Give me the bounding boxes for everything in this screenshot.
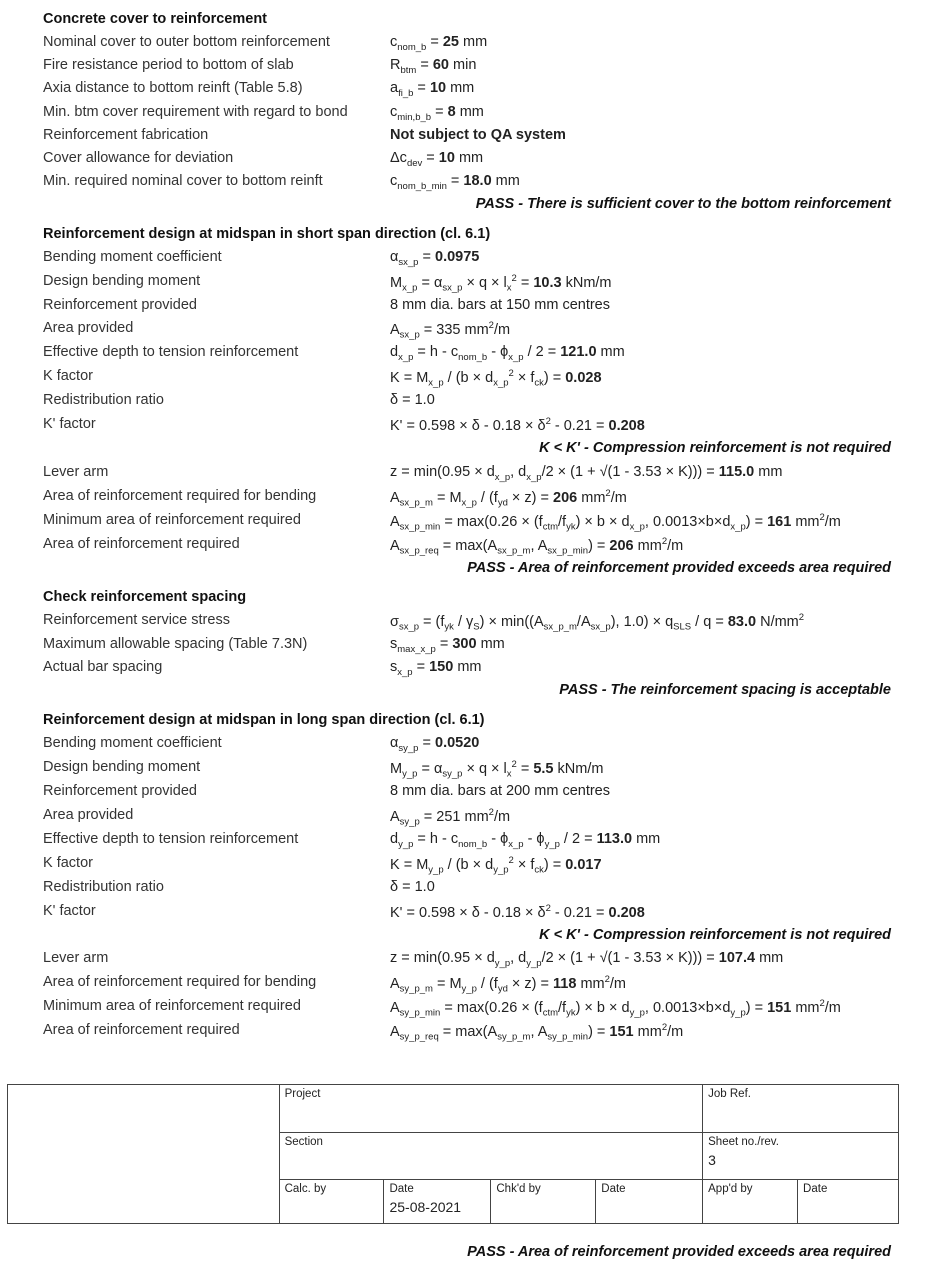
chkd-by-cell: [491, 1180, 596, 1224]
date-value: 25-08-2021: [389, 1199, 462, 1215]
row-value: $\alpha_{sy\_p} = 0.0520$: [390, 735, 480, 754]
sheet-label: Sheet no./rev.: [708, 1136, 779, 1148]
footer-result: PASS - Area of reinforcement provided exceeds area required: [467, 1244, 891, 1260]
date3-label: Date: [803, 1183, 828, 1195]
row-label: Axia distance to bottom reinft (Table 5.8): [43, 80, 303, 97]
row-value: 8 mm dia. bars at 200 mm centres: [390, 783, 610, 799]
row-label: Effective depth to tension reinforcement: [43, 344, 299, 361]
row-value: $K = M_{y\_p} / (b \times d_{y\_p}^2 \times f_{ck}) = 0.017$: [390, 855, 602, 876]
date2-label: Date: [601, 1183, 626, 1195]
row-value: $A_{sy\_p\_m} = M_{y\_p} / (f_{yd} \times z) = 118$ $mm^2/m$: [390, 974, 627, 995]
row-label: Redistribution ratio: [43, 391, 164, 408]
cover-result: PASS - There is sufficient cover to the bottom reinforcement: [475, 196, 891, 212]
row-value: $K = M_{x\_p} / (b \times d_{x\_p}^2 \times f_{ck}) = 0.028$: [390, 368, 602, 389]
row-label: Bending moment coefficient: [43, 735, 222, 751]
spacing-heading: Check reinforcement spacing: [43, 589, 247, 605]
row-label: K factor: [43, 855, 93, 871]
row-label: Redistribution ratio: [43, 879, 164, 895]
date2-cell: [596, 1180, 703, 1224]
row-value: $\sigma_{sx\_p} = (f_{yk} / \gamma_S) \times \min((A_{sx\_p\_m}/A_{sx\_p})$, $1.0) \times q_{SLS} / q = 83.0$ $N/mm^2$: [390, 612, 805, 633]
row-value: $s_{max\_x\_p} = 300$ mm: [390, 635, 505, 655]
row-value: $A_{sx\_p\_req} = \max(A_{sx\_p\_m}$, $A_{sx\_p\_min}) = 206$ $mm^2/m$: [390, 536, 684, 558]
row-value: $K' = 0.598 \times \delta - 0.18 \times \delta^2 - 0.21 = 0.208$: [390, 415, 645, 434]
row-label: Area provided: [43, 320, 134, 337]
row-value: Not subject to QA system: [390, 126, 566, 143]
row-label: K' factor: [43, 903, 96, 919]
row-label: Lever arm: [43, 464, 109, 480]
row-label: Area of reinforcement required for bending: [43, 974, 317, 990]
row-value: $d_{y\_p} = h - c_{nom\_b} - \phi_{x\_p} - \phi_{y\_p} / 2 = 113.0$ mm: [390, 831, 661, 850]
row-label: Effective depth to tension reinforcement: [43, 831, 299, 847]
short-span-result-k: K < K' - Compression reinforcement is not required: [539, 440, 891, 456]
row-label: Min. btm cover requirement with regard to bond: [43, 103, 348, 120]
calc-by-cell: [279, 1180, 384, 1224]
row-label: Fire resistance period to bottom of slab: [43, 57, 294, 74]
row-label: Min. required nominal cover to bottom reinft: [43, 173, 323, 190]
row-label: Minimum area of reinforcement required: [43, 512, 301, 529]
row-value: $c_{nom\_b} = 25$ mm: [390, 34, 488, 53]
row-label: Reinforcement service stress: [43, 612, 230, 628]
logo-cell: [8, 1085, 280, 1224]
row-value: $A_{sy\_p\_min} = \max(0.26 \times (f_{ctm}/f_{yk}) \times b \times d_{y\_p}$, $0.0013\times b\times d_{y\_p}) = 151$ $mm^2/m$: [390, 998, 841, 1019]
section-label: Section: [284, 1136, 323, 1148]
chkd-by-label: Chk'd by: [496, 1183, 541, 1195]
row-value: $\Delta c_{dev} = 10$ mm: [390, 150, 484, 169]
date-label: Date: [389, 1183, 414, 1195]
project-label: Project: [284, 1088, 321, 1100]
row-value: $A_{sx\_p\_min} = \max(0.26 \times (f_{ctm}/f_{yk}) \times b \times d_{x\_p}$, $0.0013\times b\times d_{x\_p}) = 161$ $mm^2/m$: [390, 512, 841, 533]
section-cell: [279, 1133, 703, 1180]
row-value: $A_{sx\_p} = 335$ $mm^2/m$: [390, 320, 511, 342]
row-label: Reinforcement provided: [43, 296, 197, 313]
row-value: $A_{sx\_p\_m} = M_{x\_p} / (f_{yd} \times z) = 206$ $mm^2/m$: [390, 488, 627, 509]
date-cell: [384, 1180, 491, 1224]
row-label: Area provided: [43, 807, 134, 823]
row-value: $z = \min(0.95 \times d_{y\_p}$, $d_{y\_p}/2 \times (1 + √(1 - 3.53 \times K))) = 107.4$ mm: [390, 950, 784, 969]
row-label: Design bending moment: [43, 272, 201, 289]
row-value: $s_{x\_p} = 150$ mm: [390, 659, 482, 678]
sheet-value: 3: [708, 1152, 716, 1168]
row-label: Minimum area of reinforcement required: [43, 998, 301, 1014]
row-label: Area of reinforcement required for bending: [43, 488, 317, 505]
row-label: K' factor: [43, 415, 96, 432]
appd-by-cell: [703, 1180, 798, 1224]
row-value: $M_{y\_p} = \alpha_{sy\_p} \times q \times l_x^2 = 5.5$ kNm/m: [390, 759, 604, 780]
row-label: Lever arm: [43, 950, 109, 966]
row-label: Reinforcement fabrication: [43, 126, 209, 143]
row-value: $M_{x\_p} = \alpha_{sx\_p} \times q \times l_x^2 = 10.3$ kNm/m: [390, 272, 612, 294]
row-value: $A_{sy\_p\_req} = \max(A_{sy\_p\_m}$, $A_{sy\_p\_min}) = 151$ $mm^2/m$: [390, 1022, 684, 1043]
calc-by-label: Calc. by: [284, 1183, 327, 1195]
row-label: Bending moment coefficient: [43, 249, 222, 265]
spacing-result: PASS - The reinforcement spacing is acceptable: [559, 682, 891, 698]
row-value: $z = \min(0.95 \times d_{x\_p}$, $d_{x\_p}/2 \times (1 + √(1 - 3.53 \times K))) = 115.0$ mm: [390, 464, 783, 483]
row-label: Cover allowance for deviation: [43, 150, 234, 166]
row-label: Design bending moment: [43, 759, 201, 775]
project-cell: [279, 1085, 703, 1133]
row-value: $c_{nom\_b\_min} = 18.0$ mm: [390, 173, 520, 193]
long-span-result-k: K < K' - Compression reinforcement is not required: [539, 927, 891, 943]
row-value: $R_{btm} = 60$ min: [390, 57, 477, 77]
row-value: δ = 1.0: [390, 879, 435, 895]
row-value: $d_{x\_p} = h - c_{nom\_b} - \phi_{x\_p} / 2 = 121.0$ mm: [390, 344, 625, 364]
cover-heading: Concrete cover to reinforcement: [43, 11, 268, 27]
job-ref-label: Job Ref.: [708, 1088, 751, 1100]
row-value: $\alpha_{sx\_p} = 0.0975$: [390, 249, 480, 268]
short-span-heading: Reinforcement design at midspan in short span direction (cl. 6.1): [43, 226, 491, 242]
row-value: $c_{min,b\_b} = 8$ mm: [390, 103, 484, 123]
long-span-heading: Reinforcement design at midspan in long span direction (cl. 6.1): [43, 712, 485, 728]
short-span-result-area: PASS - Area of reinforcement provided exceeds area required: [467, 560, 891, 576]
appd-by-label: App'd by: [708, 1183, 753, 1195]
row-label: Maximum allowable spacing (Table 7.3N): [43, 635, 308, 652]
row-label: K factor: [43, 368, 93, 384]
sheet-cell: [703, 1133, 899, 1180]
row-label: Actual bar spacing: [43, 659, 163, 675]
row-value: $a_{fi\_b} = 10$ mm: [390, 80, 475, 100]
row-label: Nominal cover to outer bottom reinforcement: [43, 34, 330, 50]
row-label: Reinforcement provided: [43, 783, 197, 799]
row-value: $K' = 0.598 \times \delta - 0.18 \times \delta^2 - 0.21 = 0.208$: [390, 903, 645, 921]
row-label: Area of reinforcement required: [43, 1022, 240, 1038]
row-label: Area of reinforcement required: [43, 536, 240, 553]
title-block: [7, 1084, 899, 1224]
row-value: $A_{sy\_p} = 251$ $mm^2/m$: [390, 807, 511, 828]
row-value: 8 mm dia. bars at 150 mm centres: [390, 296, 610, 313]
date3-cell: [798, 1180, 899, 1224]
job-ref-cell: [703, 1085, 899, 1133]
row-value: δ = 1.0: [390, 391, 435, 408]
